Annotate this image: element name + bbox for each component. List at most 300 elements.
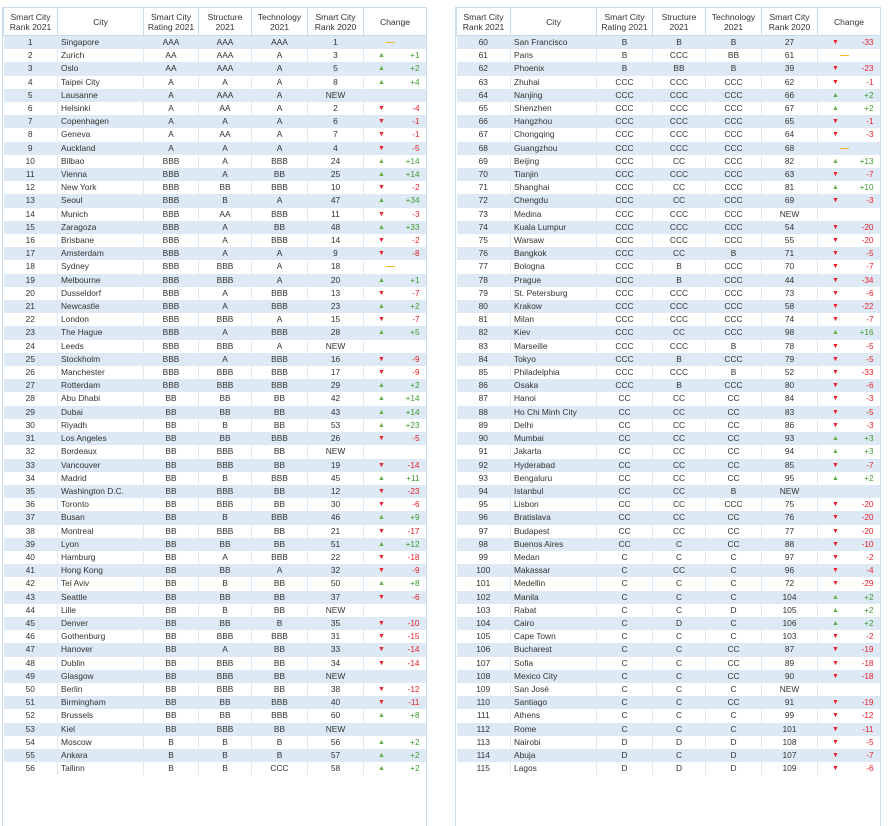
technology-cell: CCC [706, 142, 762, 155]
rank-2021-cell: 75 [457, 234, 511, 247]
city-cell: Tokyo [511, 353, 597, 366]
structure-cell: CC [653, 419, 706, 432]
table-row [457, 564, 881, 577]
table-row [4, 76, 427, 89]
rating-cell: CC [597, 392, 653, 405]
table-row [4, 102, 427, 115]
change-value: +9 [410, 513, 420, 523]
city-cell: Hanoi [511, 392, 597, 405]
rating-cell: CCC [597, 89, 653, 102]
table-row [457, 472, 881, 485]
change-cell [818, 498, 881, 511]
change-value: -2 [866, 552, 874, 562]
technology-cell: BB [252, 459, 308, 472]
rank-2021-cell: 5 [4, 89, 58, 102]
technology-cell: BBB [252, 181, 308, 194]
up-triangle-icon: ▲ [378, 223, 385, 231]
city-cell: Tianjin [511, 168, 597, 181]
change-cell [364, 762, 427, 775]
rating-cell: C [597, 709, 653, 722]
rating-cell: BB [144, 617, 199, 630]
rating-cell: B [597, 36, 653, 50]
change-value: +2 [864, 90, 874, 100]
table-row [4, 683, 427, 696]
table-row [457, 749, 881, 762]
city-cell: Newcastle [58, 300, 144, 313]
change-cell [364, 234, 427, 247]
technology-cell: CC [706, 670, 762, 683]
structure-cell: CC [653, 525, 706, 538]
rank-2021-cell: 94 [457, 485, 511, 498]
rating-cell: BB [144, 392, 199, 405]
technology-cell: A [252, 142, 308, 155]
rank-2021-cell: 74 [457, 221, 511, 234]
city-cell: Budapest [511, 525, 597, 538]
down-triangle-icon: ▼ [832, 39, 839, 46]
rating-cell: CCC [597, 102, 653, 115]
city-cell: Ho Chi Minh City [511, 406, 597, 419]
rating-cell: C [597, 630, 653, 643]
change-cell [364, 736, 427, 749]
rank-2020-cell: 58 [762, 300, 818, 313]
change-cell [818, 511, 881, 524]
city-cell: Hanover [58, 643, 144, 656]
rating-cell: C [597, 564, 653, 577]
rank-2020-cell: 57 [308, 749, 364, 762]
down-triangle-icon: ▼ [832, 567, 839, 575]
rank-2021-cell: 92 [457, 459, 511, 472]
change-cell [818, 274, 881, 287]
structure-cell: CC [653, 406, 706, 419]
up-triangle-icon: ▲ [378, 78, 385, 86]
city-cell: Tallinn [58, 762, 144, 775]
structure-cell: B [653, 260, 706, 273]
city-cell: Medellin [511, 577, 597, 590]
structure-cell: CCC [653, 208, 706, 221]
table-row [4, 234, 427, 247]
city-cell: Oslo [58, 62, 144, 75]
rating-cell: CC [597, 432, 653, 445]
down-triangle-icon: ▼ [832, 751, 839, 759]
table-row [457, 709, 881, 722]
down-triangle-icon: ▼ [832, 553, 839, 561]
structure-cell: B [199, 577, 252, 590]
rank-2021-cell: 7 [4, 115, 58, 128]
right-ranking-table [456, 7, 881, 775]
city-cell: Kiel [58, 723, 144, 736]
city-cell: Hyderabad [511, 459, 597, 472]
city-cell: Shenzhen [511, 102, 597, 115]
table-row [457, 49, 881, 62]
rank-2020-cell: 81 [762, 181, 818, 194]
change-cell [818, 419, 881, 432]
change-value: -2 [866, 632, 874, 642]
rank-2021-cell: 31 [4, 432, 58, 445]
down-triangle-icon: ▼ [378, 633, 385, 641]
table-row [457, 102, 881, 115]
table-row [457, 762, 881, 775]
city-cell: Auckland [58, 142, 144, 155]
rank-2021-cell: 55 [4, 749, 58, 762]
up-triangle-icon: ▲ [378, 65, 385, 73]
change-cell [818, 525, 881, 538]
change-cell [364, 247, 427, 260]
city-cell: Munich [58, 208, 144, 221]
rank-2020-cell: 43 [308, 406, 364, 419]
change-value: -7 [412, 288, 420, 298]
technology-cell: CCC [706, 498, 762, 511]
structure-cell: C [653, 551, 706, 564]
change-cell [818, 577, 881, 590]
city-cell: Philadelphia [511, 366, 597, 379]
change-value: -18 [861, 671, 874, 681]
city-cell: Nairobi [511, 736, 597, 749]
header-city: City [58, 8, 144, 36]
structure-cell: B [199, 419, 252, 432]
rating-cell: BB [144, 551, 199, 564]
rating-cell: C [597, 591, 653, 604]
down-triangle-icon: ▼ [378, 699, 385, 707]
rank-2021-cell: 12 [4, 181, 58, 194]
table-row [457, 234, 881, 247]
up-triangle-icon: ▲ [832, 91, 839, 99]
table-row [4, 762, 427, 775]
change-cell [364, 287, 427, 300]
technology-cell: BBB [252, 551, 308, 564]
rating-cell: BB [144, 525, 199, 538]
change-value: +2 [864, 104, 874, 114]
structure-cell: A [199, 142, 252, 155]
structure-cell: A [199, 234, 252, 247]
technology-cell: CCC [706, 274, 762, 287]
rating-cell: BBB [144, 366, 199, 379]
table-row [457, 406, 881, 419]
structure-cell: CCC [653, 221, 706, 234]
rank-2021-cell: 82 [457, 326, 511, 339]
structure-cell: CC [653, 498, 706, 511]
structure-cell: BBB [199, 485, 252, 498]
table-row [4, 89, 427, 102]
structure-cell: BBB [199, 525, 252, 538]
technology-cell: A [252, 194, 308, 207]
change-value: +1 [410, 275, 420, 285]
structure-cell: D [653, 617, 706, 630]
change-value: -2 [412, 236, 420, 246]
change-cell [818, 36, 881, 50]
rank-2020-cell: 44 [762, 274, 818, 287]
change-value: -22 [861, 302, 874, 312]
table-row [4, 630, 427, 643]
table-row [457, 287, 881, 300]
technology-cell: BBB [252, 379, 308, 392]
change-cell [364, 749, 427, 762]
change-value: +33 [405, 222, 420, 232]
technology-cell: CC [706, 538, 762, 551]
change-value: -10 [407, 618, 420, 628]
rank-2021-cell: 85 [457, 366, 511, 379]
structure-cell: A [199, 643, 252, 656]
rank-2020-cell: 99 [762, 709, 818, 722]
city-cell: Chongqing [511, 128, 597, 141]
change-value: -20 [861, 222, 874, 232]
technology-cell: BBB [252, 353, 308, 366]
change-value: -18 [407, 552, 420, 562]
rank-2021-cell: 100 [457, 564, 511, 577]
city-cell: Busan [58, 511, 144, 524]
rating-cell: CCC [597, 260, 653, 273]
change-value: -3 [866, 420, 874, 430]
rank-2020-cell: 32 [308, 564, 364, 577]
down-triangle-icon: ▼ [832, 369, 839, 377]
rating-cell: B [597, 62, 653, 75]
technology-cell: CCC [706, 155, 762, 168]
technology-cell: CCC [706, 128, 762, 141]
technology-cell: BB [252, 525, 308, 538]
structure-cell: BB [199, 709, 252, 722]
rank-2021-cell: 32 [4, 445, 58, 458]
rating-cell: BB [144, 670, 199, 683]
rank-2020-cell: 103 [762, 630, 818, 643]
up-triangle-icon: ▲ [378, 382, 385, 390]
city-cell: Kiev [511, 326, 597, 339]
rank-2020-cell: 93 [762, 432, 818, 445]
change-cell [818, 76, 881, 89]
change-value: +2 [864, 618, 874, 628]
technology-cell: CCC [252, 762, 308, 775]
rating-cell: BB [144, 643, 199, 656]
technology-cell: CCC [706, 287, 762, 300]
header-technology-2021: Technology 2021 [706, 8, 762, 36]
down-triangle-icon: ▼ [378, 567, 385, 575]
technology-cell: CC [706, 643, 762, 656]
technology-cell: BB [252, 604, 308, 617]
structure-cell: BBB [199, 340, 252, 353]
rank-2021-cell: 63 [457, 76, 511, 89]
rating-cell: BB [144, 419, 199, 432]
change-cell [818, 392, 881, 405]
rating-cell: D [597, 762, 653, 775]
rating-cell: BBB [144, 234, 199, 247]
technology-cell: BB [252, 657, 308, 670]
change-cell [364, 260, 427, 273]
change-cell [364, 432, 427, 445]
rating-cell: CCC [597, 221, 653, 234]
rank-2021-cell: 19 [4, 274, 58, 287]
technology-cell: CC [706, 696, 762, 709]
city-cell: Riyadh [58, 419, 144, 432]
structure-cell: AAA [199, 62, 252, 75]
structure-cell: AAA [199, 49, 252, 62]
table-row [4, 749, 427, 762]
change-value: -7 [866, 750, 874, 760]
technology-cell: B [706, 485, 762, 498]
change-cell [818, 696, 881, 709]
down-triangle-icon: ▼ [832, 408, 839, 416]
technology-cell: CCC [706, 300, 762, 313]
technology-cell: CCC [706, 115, 762, 128]
rank-2020-cell: 67 [762, 102, 818, 115]
rank-2020-cell: 37 [308, 591, 364, 604]
structure-cell: C [653, 683, 706, 696]
down-triangle-icon: ▼ [832, 78, 839, 86]
table-row [4, 657, 427, 670]
table-row [4, 155, 427, 168]
table-row [4, 313, 427, 326]
change-cell [364, 76, 427, 89]
technology-cell: CCC [706, 260, 762, 273]
city-cell: Marseille [511, 340, 597, 353]
rank-2020-cell: 13 [308, 287, 364, 300]
down-triangle-icon: ▼ [378, 461, 385, 469]
rating-cell: BB [144, 445, 199, 458]
table-row [457, 89, 881, 102]
table-row [4, 247, 427, 260]
city-cell: Medan [511, 551, 597, 564]
rank-2021-cell: 23 [4, 326, 58, 339]
change-value: -1 [866, 117, 874, 127]
technology-cell: C [706, 591, 762, 604]
city-cell: Osaka [511, 379, 597, 392]
structure-cell: BB [199, 696, 252, 709]
change-value: +2 [410, 737, 420, 747]
rating-cell: BB [144, 564, 199, 577]
rank-2021-cell: 43 [4, 591, 58, 604]
change-value: -5 [866, 249, 874, 259]
rank-2021-cell: 27 [4, 379, 58, 392]
city-cell: Singapore [58, 36, 144, 50]
structure-cell: AAA [199, 89, 252, 102]
technology-cell: AAA [252, 36, 308, 50]
rank-2020-cell: 108 [762, 736, 818, 749]
city-cell: Chengdu [511, 194, 597, 207]
rank-2021-cell: 83 [457, 340, 511, 353]
rank-2021-cell: 51 [4, 696, 58, 709]
rating-cell: CCC [597, 142, 653, 155]
table-row [457, 511, 881, 524]
rank-2020-cell: 16 [308, 353, 364, 366]
up-triangle-icon: ▲ [832, 329, 839, 337]
rating-cell: CCC [597, 194, 653, 207]
change-cell [818, 485, 881, 498]
down-triangle-icon: ▼ [832, 712, 839, 720]
up-triangle-icon: ▲ [378, 197, 385, 205]
table-row [4, 459, 427, 472]
technology-cell: A [252, 49, 308, 62]
rank-2021-cell: 29 [4, 406, 58, 419]
change-value: -3 [866, 196, 874, 206]
rank-2020-cell: 52 [762, 366, 818, 379]
rating-cell: C [597, 604, 653, 617]
technology-cell: D [706, 604, 762, 617]
table-row [457, 76, 881, 89]
technology-cell: CC [706, 419, 762, 432]
change-value: -7 [866, 315, 874, 325]
left-ranking-table [3, 7, 427, 775]
rank-2021-cell: 61 [457, 49, 511, 62]
change-cell [818, 459, 881, 472]
structure-cell: BBB [199, 379, 252, 392]
change-value: -33 [861, 38, 874, 47]
up-triangle-icon: ▲ [832, 474, 839, 482]
change-cell [818, 247, 881, 260]
structure-cell: BBB [199, 366, 252, 379]
up-triangle-icon: ▲ [378, 395, 385, 403]
table-row [457, 247, 881, 260]
change-cell [364, 696, 427, 709]
down-triangle-icon: ▼ [378, 369, 385, 377]
change-value: +8 [410, 711, 420, 721]
rank-2020-cell: 109 [762, 762, 818, 775]
down-triangle-icon: ▼ [378, 250, 385, 258]
down-triangle-icon: ▼ [378, 685, 385, 693]
change-value: +34 [405, 196, 420, 206]
technology-cell: BBB [252, 366, 308, 379]
structure-cell: CC [653, 459, 706, 472]
rank-2020-cell: 21 [308, 525, 364, 538]
technology-cell: CC [706, 525, 762, 538]
technology-cell: C [706, 630, 762, 643]
rating-cell: BB [144, 683, 199, 696]
rank-2020-cell: 11 [308, 208, 364, 221]
rank-2020-cell: 85 [762, 459, 818, 472]
change-cell [364, 551, 427, 564]
rank-2021-cell: 40 [4, 551, 58, 564]
table-row [4, 326, 427, 339]
rating-cell: BB [144, 485, 199, 498]
rank-2020-cell: 25 [308, 168, 364, 181]
structure-cell: CCC [653, 300, 706, 313]
rank-2021-cell: 49 [4, 670, 58, 683]
table-row [457, 300, 881, 313]
change-cell [364, 366, 427, 379]
change-value: -5 [866, 341, 874, 351]
header-rank-2021: Smart City Rank 2021 [4, 8, 58, 36]
technology-cell: C [706, 723, 762, 736]
down-triangle-icon: ▼ [832, 725, 839, 733]
table-row [4, 406, 427, 419]
up-triangle-icon: ▲ [378, 303, 385, 311]
rank-2020-cell: 15 [308, 313, 364, 326]
technology-cell: BBB [252, 511, 308, 524]
down-triangle-icon: ▼ [832, 355, 839, 363]
rank-2020-cell: 96 [762, 564, 818, 577]
rating-cell: BB [144, 723, 199, 736]
technology-cell: B [252, 736, 308, 749]
change-value: -19 [861, 645, 874, 655]
table-row [4, 181, 427, 194]
rank-2021-cell: 96 [457, 511, 511, 524]
table-row [457, 36, 881, 50]
technology-cell: A [252, 274, 308, 287]
change-cell [364, 604, 427, 617]
rating-cell: BB [144, 432, 199, 445]
rating-cell: BBB [144, 300, 199, 313]
rank-2020-cell: 38 [308, 683, 364, 696]
rank-2021-cell: 81 [457, 313, 511, 326]
table-row [4, 194, 427, 207]
table-row [4, 591, 427, 604]
rating-cell: CC [597, 459, 653, 472]
rank-2020-cell: 79 [762, 353, 818, 366]
technology-cell: BB [252, 643, 308, 656]
rating-cell: AA [144, 49, 199, 62]
technology-cell: CCC [706, 89, 762, 102]
up-triangle-icon: ▲ [378, 329, 385, 337]
change-value: -11 [408, 698, 420, 708]
change-cell [818, 128, 881, 141]
city-cell: Beijing [511, 155, 597, 168]
rank-2021-cell: 68 [457, 142, 511, 155]
